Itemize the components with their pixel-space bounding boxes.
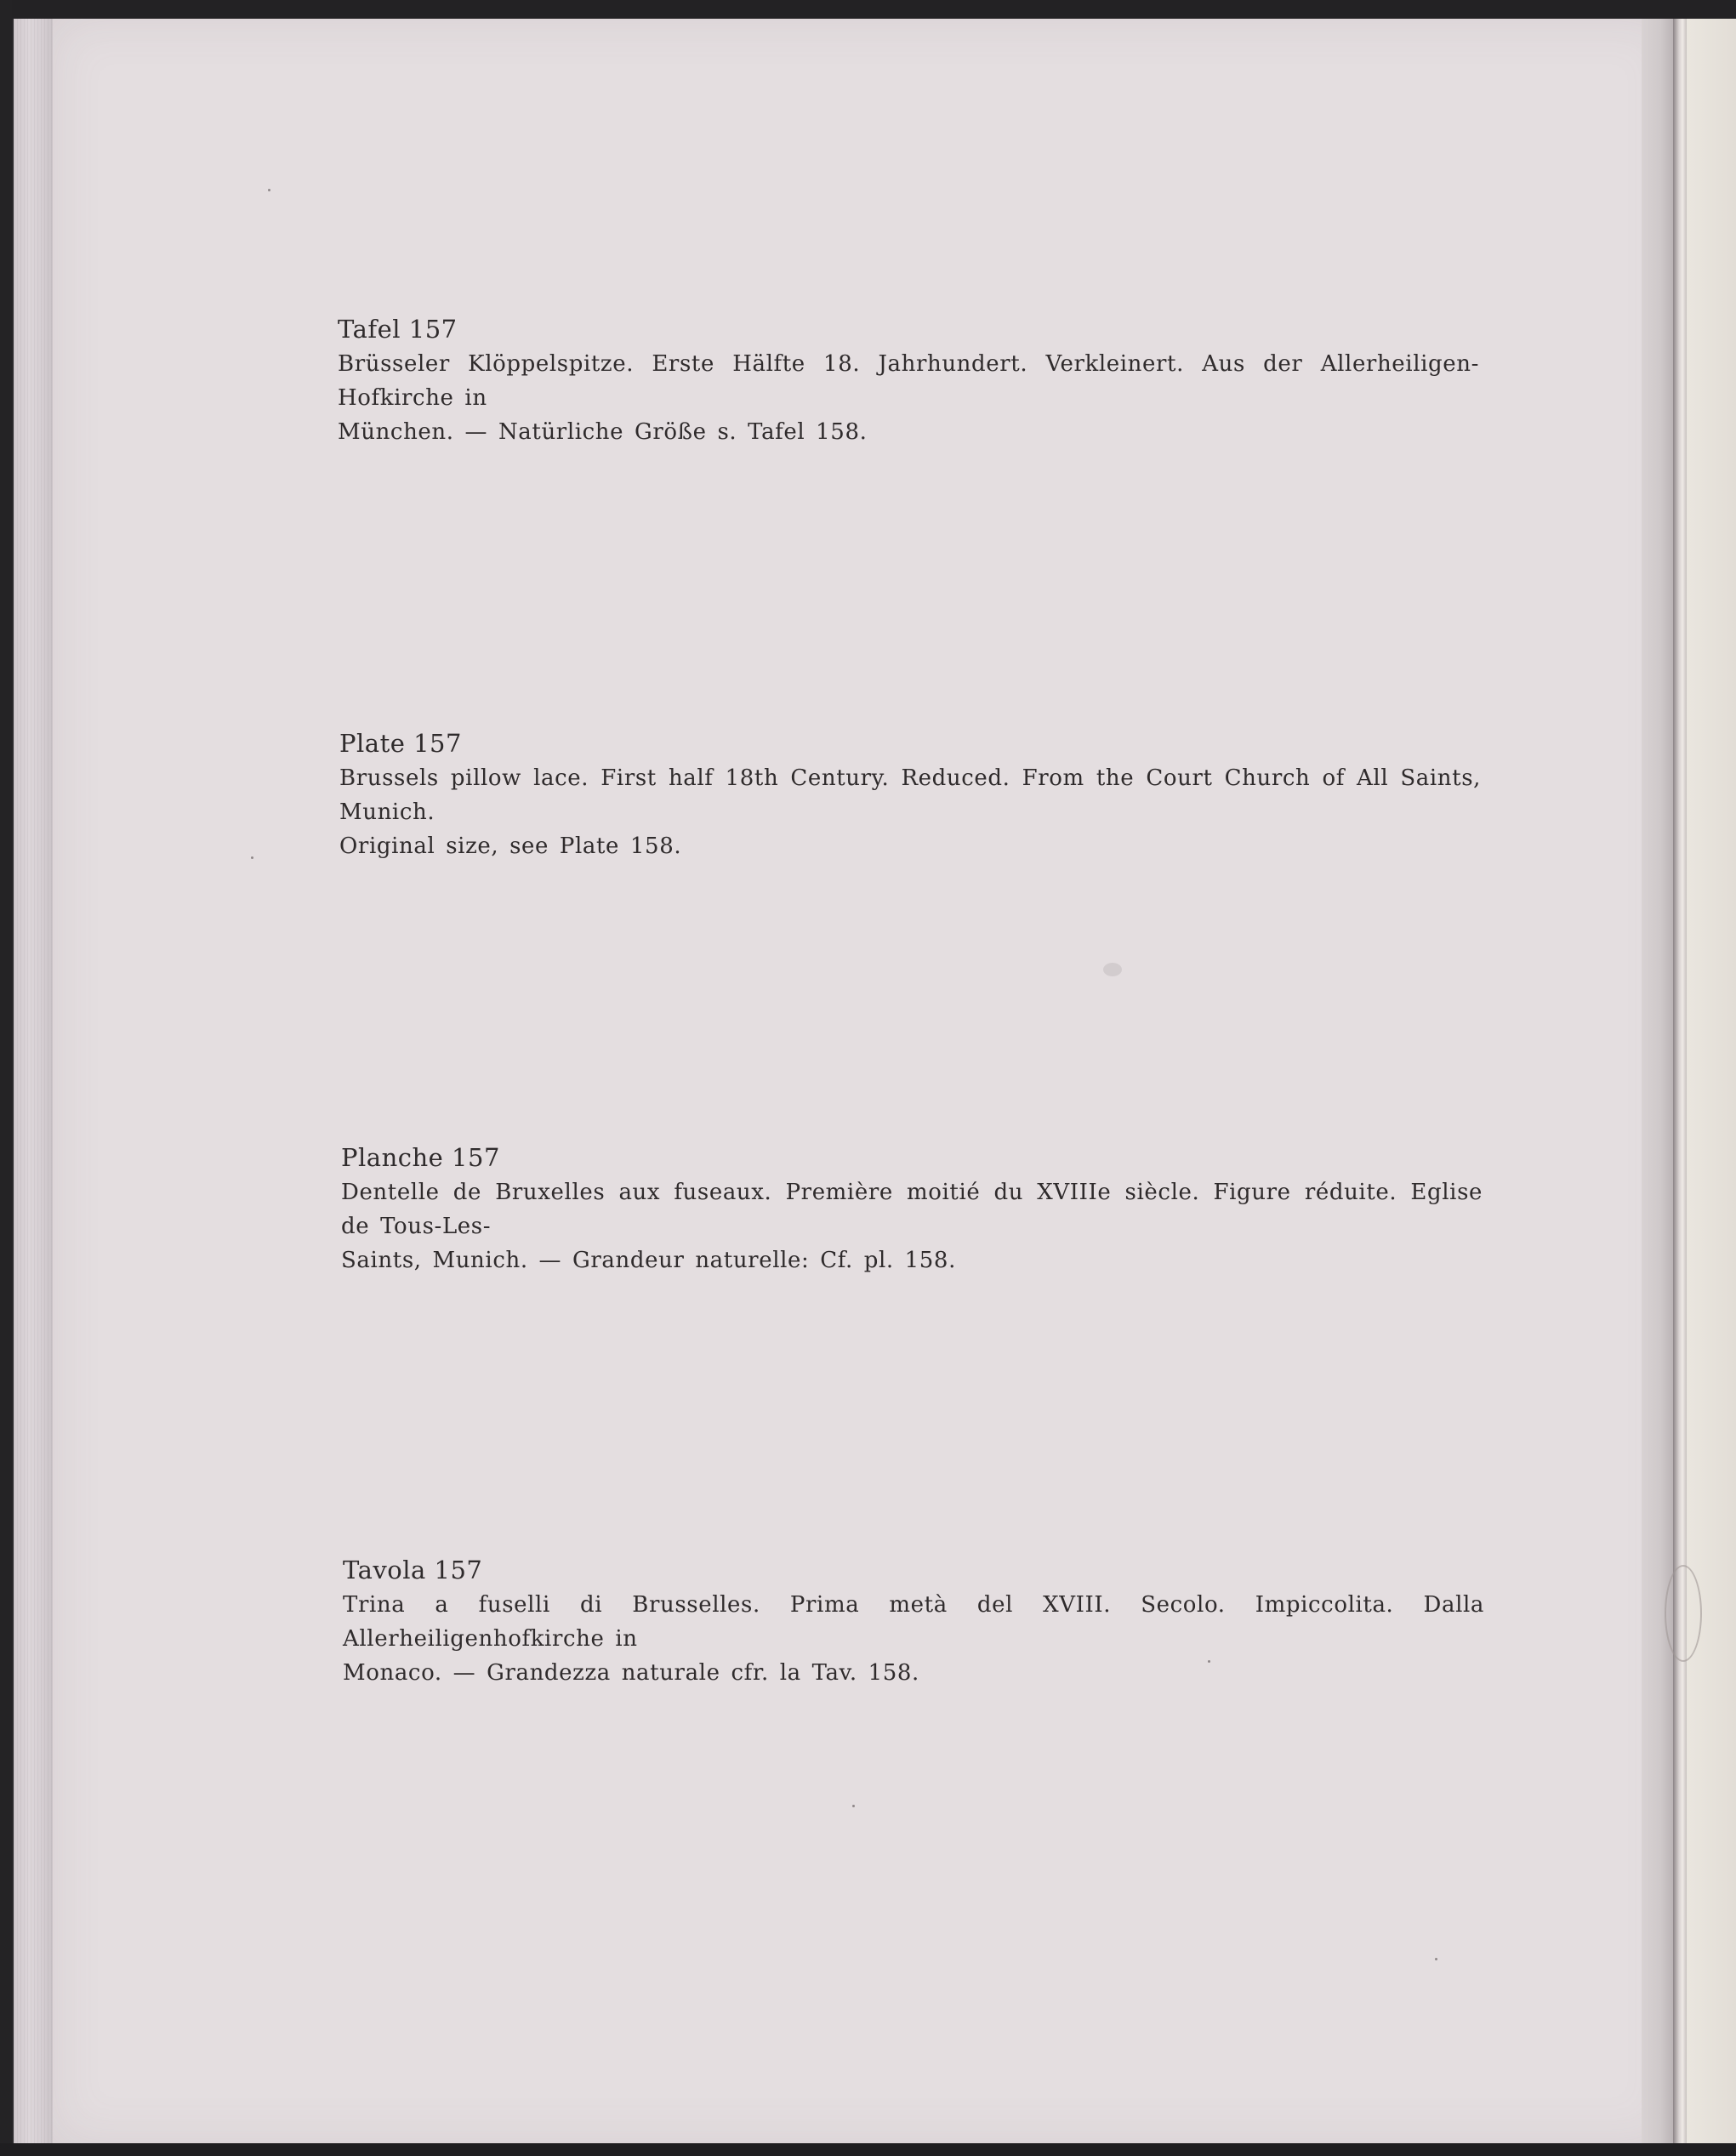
scan-top-edge [0,0,1736,19]
caption-title: Tafel 157 [338,315,458,344]
caption-text [343,1588,1484,1690]
scan-left-edge [0,0,12,2156]
caption-title: Plate 157 [339,729,462,758]
paper-speck [1435,1958,1437,1960]
caption-line: Trina a fuselli di Brusselles. Prima metà del XVIII. Secolo. Impiccolita. Dalla Allerheiligenhofkirche in [343,1592,1484,1652]
caption-line: Brussels pillow lace. First half 18th Century. Reduced. From the Court Church of All Saints, Munich. [339,765,1481,825]
caption-italian [343,1554,1484,1690]
caption-line: Original size, see Plate 158. [339,833,682,859]
paper-stain [1103,963,1122,976]
caption-title: Tavola 157 [343,1556,483,1584]
page-stack-edge [14,19,54,2143]
caption-line: Dentelle de Bruxelles aux fuseaux. Première moitié du XVIIIe siècle. Figure réduite. Eglise de Tous-Les- [341,1180,1483,1239]
paper-speck [268,189,270,191]
scan-bottom-edge [0,2143,1736,2156]
caption-text [339,761,1481,863]
caption-french [341,1141,1483,1277]
caption-line: Brüsseler Klöppelspitze. Erste Hälfte 18. Jahrhundert. Verkleinert. Aus der Allerheiligen-Hofkirche in [338,351,1479,411]
caption-line: Saints, Munich. — Grandeur naturelle: Cf. pl. 158. [341,1248,956,1273]
caption-line: Monaco. — Grandezza naturale cfr. la Tav. 158. [343,1660,919,1686]
paper-speck [251,856,253,859]
caption-title: Planche 157 [341,1143,500,1172]
facing-page-edge [1687,19,1736,2143]
caption-german [338,313,1479,449]
book-spine [1673,19,1687,2143]
binding-thread [1665,1565,1702,1662]
caption-english [339,727,1481,863]
caption-line: München. — Natürliche Größe s. Tafel 158. [338,419,868,445]
paper-speck [852,1805,855,1807]
page-gutter [1642,19,1673,2143]
caption-text [341,1175,1483,1277]
caption-text [338,347,1479,449]
